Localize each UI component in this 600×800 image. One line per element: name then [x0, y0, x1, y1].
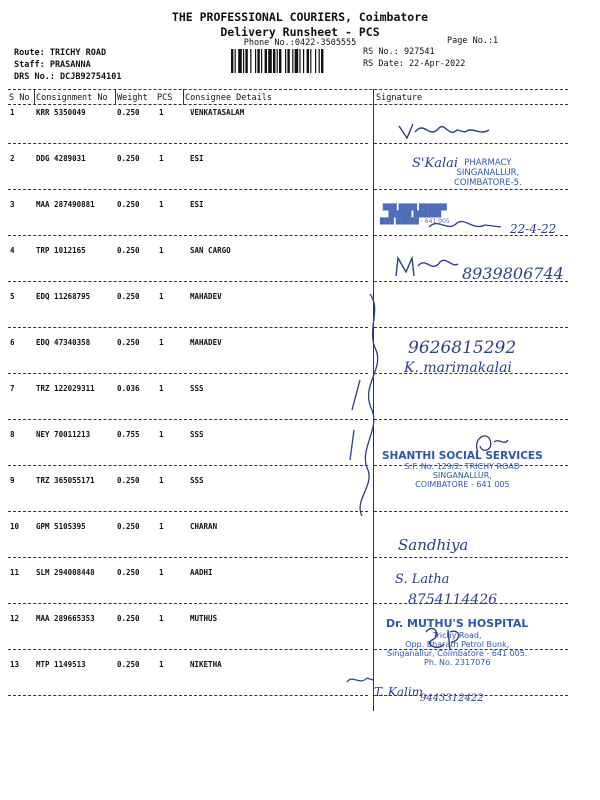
- cell-consignment: EDQ 11268795: [36, 292, 91, 301]
- esi-stamp-date: 22-4-22: [510, 222, 557, 236]
- cell-consignment: MAA 289665353: [36, 614, 95, 623]
- cell-pcs: 1: [159, 614, 164, 623]
- name-row-10: Sandhiya: [398, 536, 469, 554]
- runsheet-subtitle: Delivery Runsheet - PCS: [220, 25, 380, 39]
- cell-weight: 0.250: [117, 154, 140, 163]
- cell-consignment: TRZ 122029311: [36, 384, 95, 393]
- signature-scribble-1: [395, 118, 495, 142]
- esi-stamp: ███ ████ ██████ █████ ██████ ███ █████ - 641 005: [380, 204, 450, 225]
- col-divider: [183, 89, 184, 105]
- cell-weight: 0.250: [117, 522, 140, 531]
- cell-pcs: 1: [159, 476, 164, 485]
- pharmacy-stamp: PHARMACY SINGANALLUR, COIMBATORE-5.: [454, 158, 522, 188]
- col-header-sno: S No: [9, 93, 30, 103]
- muthu-hospital-stamp: Dr. MUTHU'S HOSPITAL Trichy Road, Opp. Bharath Petrol Bunk, Singanallur, Coimbatore - 641 005. Ph. No. 2317076: [386, 617, 529, 668]
- phone-row-11: 8754114426: [408, 592, 498, 608]
- cell-pcs: 1: [159, 246, 164, 255]
- phone-row-4: 8939806744: [462, 264, 564, 283]
- cell-weight: 0.250: [117, 108, 140, 117]
- cell-pcs: 1: [159, 108, 164, 117]
- cell-weight: 0.250: [117, 660, 140, 669]
- cell-weight: 0.250: [117, 292, 140, 301]
- cell-sno: 12: [10, 614, 20, 623]
- cell-consignment: NEY 70011213: [36, 430, 91, 439]
- cell-weight: 0.250: [117, 246, 140, 255]
- row-separator: [8, 327, 368, 328]
- signature-row-2: S'Kalai: [412, 156, 459, 171]
- phone-row-6: 9626815292: [408, 338, 517, 358]
- col-header-consignment: Consignment No: [36, 93, 108, 103]
- cell-sno: 8: [10, 430, 15, 439]
- col-header-weight: Weight: [117, 93, 148, 103]
- cell-weight: 0.250: [117, 200, 140, 209]
- route-label: Route: TRICHY ROAD: [14, 48, 107, 58]
- company-title: THE PROFESSIONAL COURIERS, Coimbatore: [171, 10, 429, 24]
- cell-weight: 0.250: [117, 338, 140, 347]
- row-separator: [8, 603, 368, 604]
- phone-number: Phone No.:0422-3505555: [243, 38, 357, 48]
- table-top-rule: [8, 89, 568, 90]
- cell-consignee: NIKETHA: [190, 660, 222, 669]
- row-separator: [8, 235, 368, 236]
- staff-label: Staff: PRASANNA: [14, 60, 91, 70]
- signature-scribble-3: [425, 215, 505, 235]
- col-divider: [115, 89, 116, 105]
- barcode-icon: [231, 49, 357, 73]
- cell-consignee: MAHADEV: [190, 338, 222, 347]
- row-separator: [374, 189, 568, 190]
- cell-sno: 4: [10, 246, 15, 255]
- cell-pcs: 1: [159, 660, 164, 669]
- table-header-rule: [8, 104, 568, 105]
- cell-pcs: 1: [159, 338, 164, 347]
- cell-pcs: 1: [159, 292, 164, 301]
- cell-consignment: MAA 287490881: [36, 200, 95, 209]
- cell-sno: 7: [10, 384, 15, 393]
- cell-consignment: SLM 294008448: [36, 568, 95, 577]
- row-separator: [8, 465, 368, 466]
- col-header-pcs: PCS: [157, 93, 173, 103]
- signature-scribble-13: [345, 670, 375, 690]
- cell-sno: 5: [10, 292, 15, 301]
- phone-row-13: 9443312422: [420, 693, 484, 704]
- row-separator: [8, 143, 368, 144]
- cell-consignee: VENKATASALAM: [190, 108, 245, 117]
- cell-weight: 0.250: [117, 568, 140, 577]
- cell-sno: 10: [10, 522, 20, 531]
- cell-sno: 11: [10, 568, 20, 577]
- cell-pcs: 1: [159, 384, 164, 393]
- cell-consignment: DDG 4289031: [36, 154, 86, 163]
- cell-consignee: MAHADEV: [190, 292, 222, 301]
- cell-consignee: SSS: [190, 430, 204, 439]
- cell-consignment: EDQ 47340358: [36, 338, 91, 347]
- cell-consignment: KRR 5350049: [36, 108, 86, 117]
- cell-consignee: SSS: [190, 476, 204, 485]
- signature-scribble-12: [420, 622, 470, 656]
- cell-pcs: 1: [159, 154, 164, 163]
- cell-sno: 1: [10, 108, 15, 117]
- cell-consignee: SAN CARGO: [190, 246, 231, 255]
- row-separator: [374, 511, 568, 512]
- shanthi-stamp: SHANTHI SOCIAL SERVICES S.F. No. 129/2, TRICHY ROAD SINGANALLUR, COIMBATORE - 641 005: [382, 450, 543, 490]
- cell-consignee: MUTHUS: [190, 614, 218, 623]
- rs-date: RS Date: 22-Apr-2022: [363, 59, 466, 69]
- cell-sno: 2: [10, 154, 15, 163]
- row-separator: [8, 189, 368, 190]
- cell-pcs: 1: [159, 430, 164, 439]
- cell-weight: 0.755: [117, 430, 140, 439]
- row-separator: [374, 327, 568, 328]
- row-separator: [8, 557, 368, 558]
- signature-scribble-8: [470, 428, 510, 456]
- row-separator: [8, 373, 368, 374]
- cell-weight: 0.250: [117, 614, 140, 623]
- row-separator: [374, 419, 568, 420]
- row-separator: [8, 649, 368, 650]
- cell-consignee: AADHI: [190, 568, 213, 577]
- cell-consignee: SSS: [190, 384, 204, 393]
- row-separator: [374, 557, 568, 558]
- cell-sno: 6: [10, 338, 15, 347]
- col-header-signature: Signature: [376, 93, 423, 103]
- cell-sno: 3: [10, 200, 15, 209]
- cell-pcs: 1: [159, 568, 164, 577]
- row-separator: [8, 695, 368, 696]
- cell-consignment: MTP 1149513: [36, 660, 86, 669]
- row-separator: [8, 511, 368, 512]
- name-row-13: T. Kalim: [374, 685, 424, 699]
- cell-consignee: CHARAN: [190, 522, 218, 531]
- cell-pcs: 1: [159, 522, 164, 531]
- rs-number: RS No.: 927541: [363, 47, 435, 57]
- col-header-consignee: Consignee Details: [185, 93, 272, 103]
- cell-consignment: TRP 1012165: [36, 246, 86, 255]
- signature-scribble-4: [392, 252, 462, 280]
- cell-pcs: 1: [159, 200, 164, 209]
- cell-consignment: TRZ 365055171: [36, 476, 95, 485]
- cell-consignment: GPM 5105395: [36, 522, 86, 531]
- name-row-6: K. marimakalai: [404, 360, 512, 376]
- row-separator: [8, 281, 368, 282]
- name-row-11: S. Latha: [395, 572, 450, 587]
- cell-consignee: ESI: [190, 200, 204, 209]
- cell-consignee: ESI: [190, 154, 204, 163]
- cell-weight: 0.250: [117, 476, 140, 485]
- cell-sno: 9: [10, 476, 15, 485]
- cell-sno: 13: [10, 660, 20, 669]
- cell-weight: 0.036: [117, 384, 140, 393]
- row-separator: [8, 419, 368, 420]
- drs-number: DRS No.: DCJB92754101: [14, 72, 122, 82]
- col-divider: [34, 89, 35, 105]
- page-number: Page No.:1: [447, 36, 499, 46]
- row-separator: [374, 143, 568, 144]
